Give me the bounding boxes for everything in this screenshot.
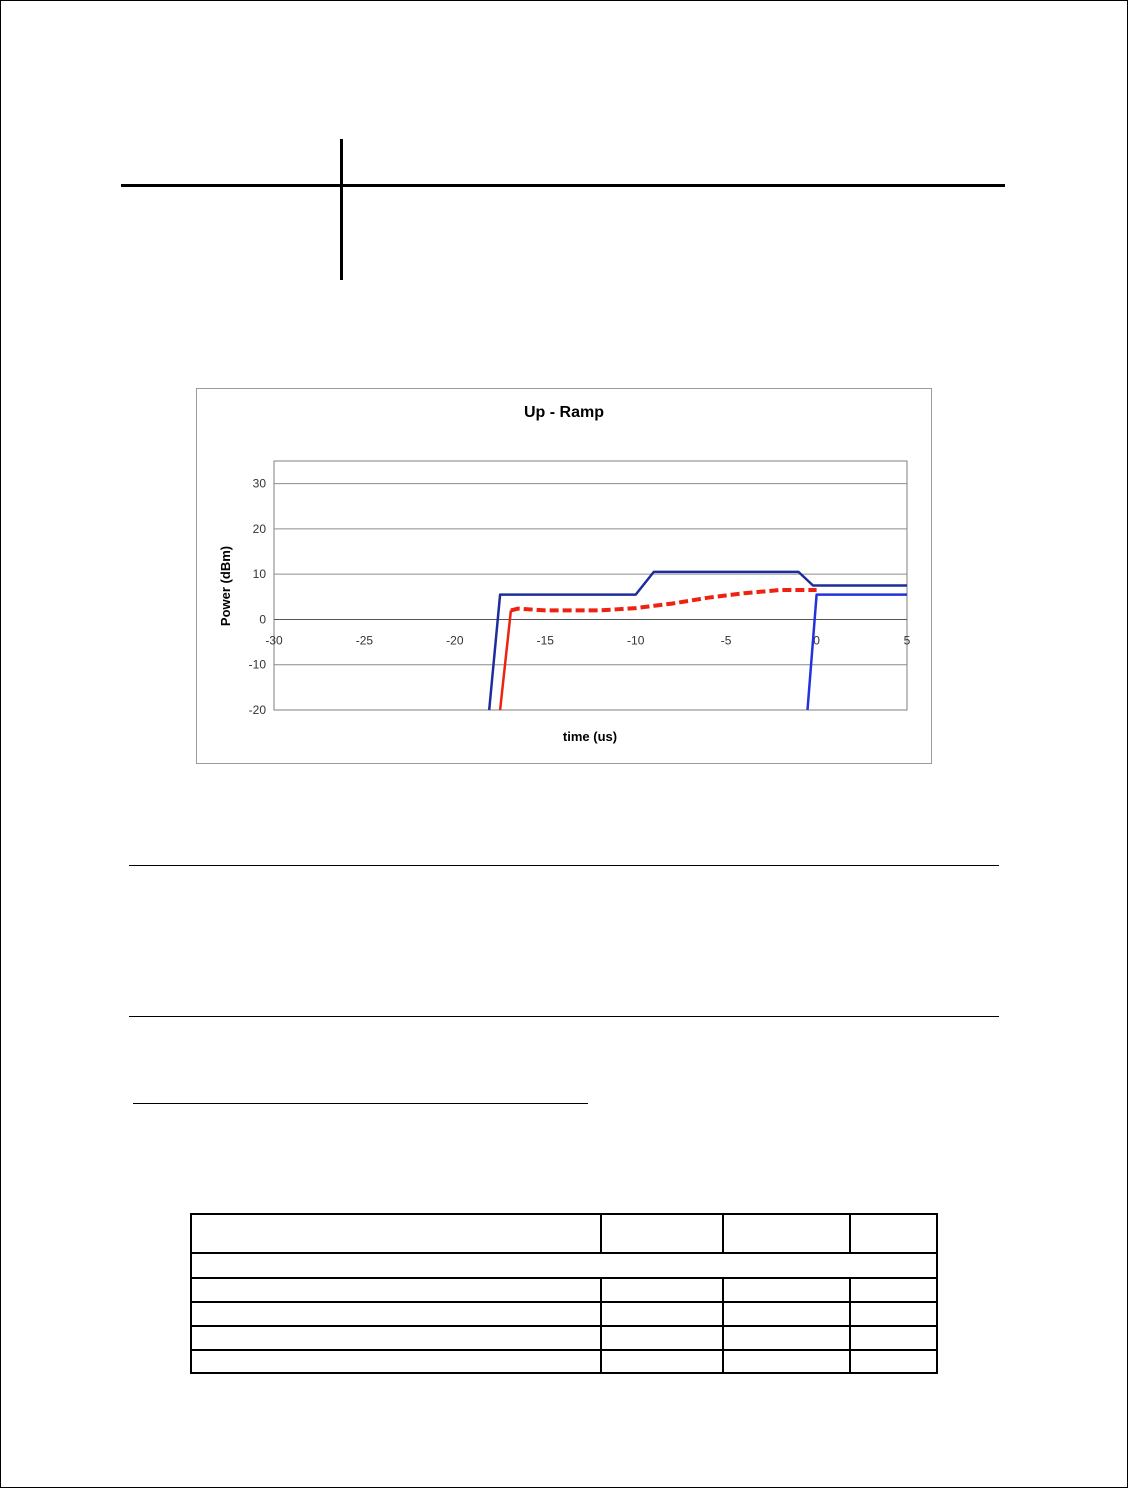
x-tick-label: -10 bbox=[627, 633, 645, 648]
x-tick-label: -25 bbox=[355, 633, 374, 648]
table-cell bbox=[191, 1214, 601, 1253]
spec-table bbox=[190, 1213, 938, 1374]
up-ramp-chart bbox=[196, 388, 932, 764]
table-cell bbox=[723, 1302, 850, 1326]
table-cell bbox=[850, 1214, 937, 1253]
y-axis-label: Power (dBm) bbox=[218, 545, 233, 627]
x-tick-label: -30 bbox=[265, 633, 283, 648]
table-cell bbox=[191, 1350, 601, 1373]
table-cell bbox=[723, 1326, 850, 1350]
table-cell bbox=[850, 1350, 937, 1373]
table-row bbox=[191, 1350, 937, 1373]
chart-title: Up - Ramp bbox=[524, 404, 604, 421]
y-tick-label: 30 bbox=[252, 476, 266, 491]
header-divider bbox=[340, 139, 343, 280]
y-tick-label: 0 bbox=[259, 612, 266, 627]
table-row bbox=[191, 1278, 937, 1302]
table-cell bbox=[601, 1214, 723, 1253]
x-tick-label: 5 bbox=[903, 633, 911, 648]
x-axis-label: time (us) bbox=[562, 729, 618, 744]
table-row bbox=[191, 1302, 937, 1326]
table-cell bbox=[723, 1350, 850, 1373]
table-cell bbox=[601, 1350, 723, 1373]
y-tick-label: -20 bbox=[248, 703, 266, 717]
section-rule-bottom bbox=[129, 1016, 999, 1017]
table-cell bbox=[601, 1302, 723, 1326]
x-tick-label: -15 bbox=[536, 633, 554, 648]
table-header-row bbox=[191, 1214, 937, 1253]
header-rule bbox=[121, 184, 1005, 187]
table-cell bbox=[191, 1302, 601, 1326]
table-row bbox=[191, 1326, 937, 1350]
heading-underline bbox=[133, 1103, 588, 1104]
table-cell bbox=[723, 1278, 850, 1302]
y-tick-label: 20 bbox=[252, 521, 266, 536]
y-tick-label: -10 bbox=[248, 657, 266, 672]
x-tick-label: 0 bbox=[813, 633, 820, 648]
table-row bbox=[191, 1253, 937, 1278]
section-rule-top bbox=[129, 865, 999, 866]
table-cell bbox=[850, 1326, 937, 1350]
table-cell bbox=[723, 1214, 850, 1253]
table-cell bbox=[191, 1278, 601, 1302]
x-tick-label: -20 bbox=[446, 633, 464, 648]
table-cell bbox=[191, 1253, 937, 1278]
table-cell bbox=[601, 1326, 723, 1350]
y-tick-label: 10 bbox=[252, 567, 266, 582]
table-cell bbox=[850, 1278, 937, 1302]
table-cell bbox=[601, 1278, 723, 1302]
table-cell bbox=[850, 1302, 937, 1326]
table-cell bbox=[191, 1326, 601, 1350]
x-tick-label: -5 bbox=[720, 633, 732, 648]
chart-canvas bbox=[197, 389, 933, 765]
